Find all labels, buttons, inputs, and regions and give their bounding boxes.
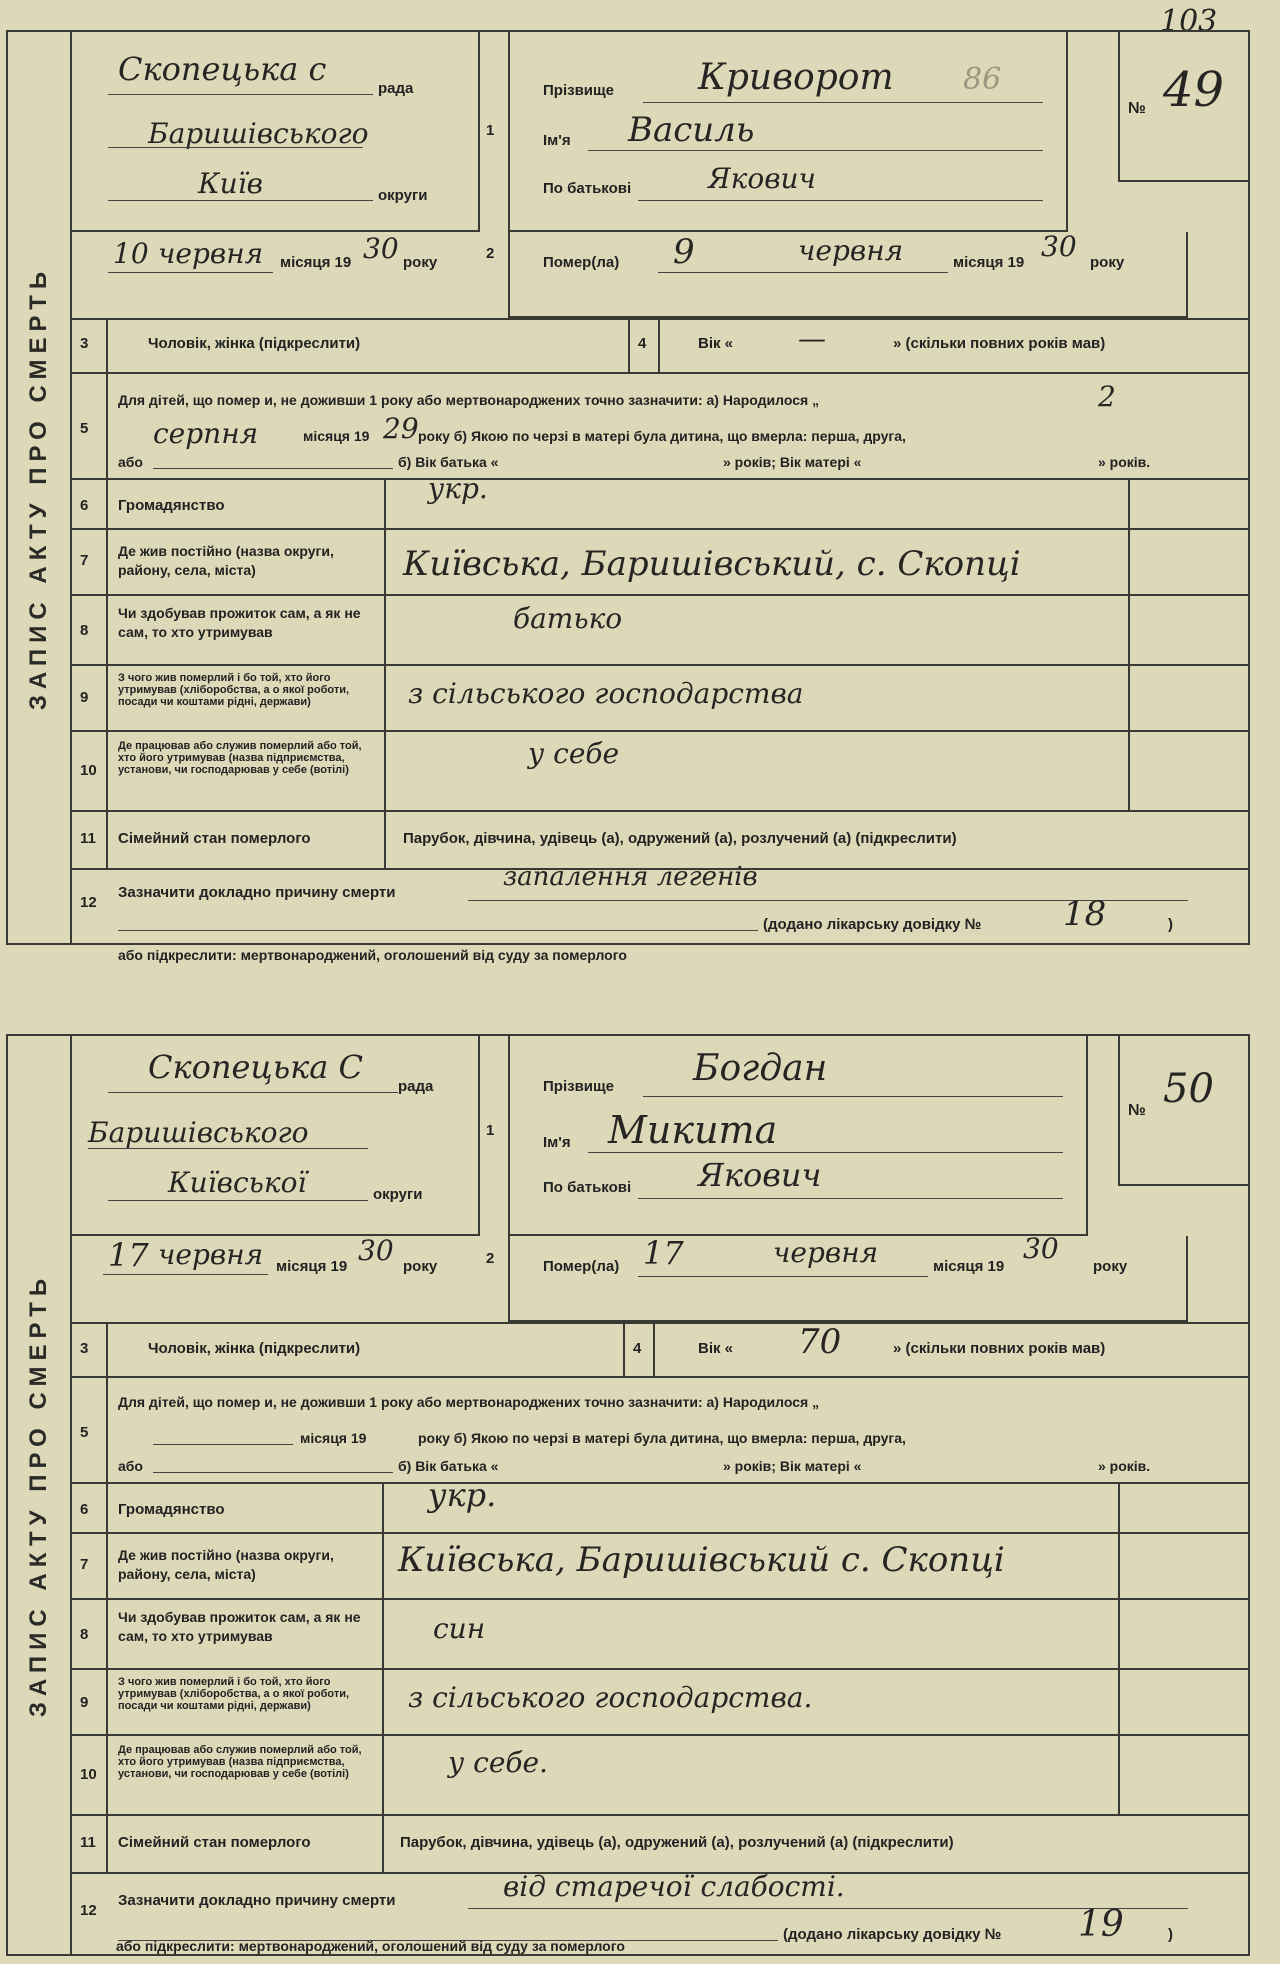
row-number-2: 2 [486, 245, 495, 262]
cause-label: Зазначити докладно причину смерти [118, 1892, 396, 1909]
stillborn-label-2: або підкреслити: мертвонароджений, оголошений від суду за померлого [116, 1938, 625, 1954]
row-number-1: 1 [486, 1122, 495, 1139]
patronymic-label: По батькові [543, 180, 632, 197]
age-value: 70 [798, 1322, 842, 1362]
row-number-1: 1 [486, 122, 495, 139]
raion-value: Баришівського [88, 1116, 309, 1149]
certificate-label: (додано лікарську довідку № [783, 1926, 1002, 1943]
page-number: 103 [1160, 4, 1218, 39]
name-value: Микита [608, 1108, 778, 1152]
row-number-8: 8 [80, 622, 89, 639]
surname-note: 86 [963, 62, 1002, 97]
row-number-6: 6 [80, 497, 89, 514]
death-record-2 [6, 1034, 1250, 1956]
number-label: № [1128, 100, 1146, 117]
row-number-11: 11 [80, 1834, 96, 1851]
support-label: Чи здобував прожиток сам, а як не сам, то хто утримував [118, 605, 361, 640]
okruha-label: округи [373, 1186, 423, 1203]
number-label: № [1128, 1102, 1146, 1119]
reg-year-label: року [403, 1258, 438, 1275]
children-line-3b: б) Вік батька « [398, 454, 499, 470]
workplace-value: у себе [528, 737, 620, 770]
born-month: серпня [153, 417, 259, 450]
children-line-2a: місяця 19 [300, 1430, 367, 1446]
support-value: син [433, 1612, 486, 1645]
certificate-value: 19 [1078, 1904, 1124, 1945]
row-number-9: 9 [80, 1694, 89, 1711]
children-line-3b: б) Вік батька « [398, 1458, 499, 1474]
support-value: батько [513, 602, 623, 635]
death-day: 9 [673, 232, 695, 272]
patronymic-label: По батькові [543, 1179, 632, 1196]
cause-value: від старечої слабості. [503, 1870, 845, 1903]
sex-label: Чоловік, жінка (підкреслити) [148, 335, 361, 352]
workplace-value: у себе. [448, 1746, 548, 1779]
children-line-3a: або [118, 1458, 143, 1474]
death-month: червня [773, 1236, 879, 1269]
death-label: Помер(ла) [543, 1258, 620, 1275]
okruha-value: Київської [168, 1166, 307, 1199]
rada-value: Скопецька С [148, 1048, 363, 1086]
okruha-label: округи [378, 187, 428, 204]
reg-month: червня [158, 237, 264, 270]
reg-year: 30 [363, 232, 399, 265]
sex-label: Чоловік, жінка (підкреслити) [148, 1340, 361, 1357]
marital-options: Парубок, дівчина, удівець (а), одружений (а), розлучений (а) (підкреслити) [400, 1834, 954, 1851]
income-value: з сільського господарства [408, 677, 804, 710]
support-label: Чи здобував прожиток сам, а як не сам, то хто утримував [118, 1609, 361, 1644]
patronymic-value: Якович [698, 1156, 822, 1194]
death-year-label: року [1090, 254, 1125, 271]
citizenship-value: укр. [428, 1476, 497, 1514]
row-number-5: 5 [80, 420, 89, 437]
children-line-3d: » років. [1098, 454, 1151, 470]
reg-year-label: року [403, 254, 438, 271]
children-line-2b: року б) Якою по черзі в матері була дитина, що вмерла: перша, друга, [418, 1430, 906, 1446]
reg-day: 17 [108, 1236, 149, 1274]
age-label: Вік « [698, 335, 734, 352]
okruha-value: Київ [198, 167, 263, 200]
death-month-label: місяця 19 [933, 1258, 1005, 1275]
name-value: Василь [628, 110, 755, 150]
residence-value: Київська, Баришівський с. Скопці [398, 1540, 1005, 1580]
marital-options: Парубок, дівчина, удівець (а), одружений (а), розлучений (а) (підкреслити) [403, 830, 957, 847]
row-number-5: 5 [80, 1424, 89, 1441]
surname-label: Прізвище [543, 1078, 615, 1095]
reg-month: червня [158, 1238, 264, 1271]
reg-month-label: місяця 19 [280, 254, 352, 271]
row-number-7: 7 [80, 1556, 89, 1573]
death-year: 30 [1041, 230, 1077, 263]
surname-label: Прізвище [543, 82, 615, 99]
cause-value: запалення легенів [503, 862, 758, 892]
row-number-12: 12 [80, 894, 97, 911]
children-line-1: Для дітей, що помер и, не доживши 1 року або мертвонароджених точно зазначити: а) Народилося „ [118, 1394, 820, 1410]
cause-label: Зазначити докладно причину смерти [118, 884, 396, 901]
death-day: 17 [643, 1234, 684, 1272]
children-line-3d: » років. [1098, 1458, 1151, 1474]
reg-year: 30 [358, 1234, 394, 1267]
children-line-3a: або [118, 454, 143, 470]
row-number-2: 2 [486, 1250, 495, 1267]
row-number-3: 3 [80, 335, 89, 352]
income-label: З чого жив померлий і бо той, хто його утримував (хліборобства, а о якої роботи, посади чи коштами рідні, держави) [118, 1676, 350, 1712]
row-number-9: 9 [80, 689, 89, 706]
surname-value: Богдан [693, 1048, 828, 1089]
residence-label: Де жив постійно (назва округи, району, села, міста) [118, 543, 334, 578]
death-year: 30 [1023, 1232, 1059, 1265]
row-number-12: 12 [80, 1902, 97, 1919]
row-number-10: 10 [80, 1766, 97, 1783]
age-tail: » (скільки повних років мав) [893, 1340, 1106, 1357]
name-label: Ім'я [543, 1134, 571, 1151]
children-line-3c: » років; Вік матері « [723, 454, 862, 470]
certificate-value: 18 [1063, 894, 1107, 934]
reg-month-label: місяця 19 [276, 1258, 348, 1275]
residence-value: Київська, Баришівський, с. Скопці [403, 544, 1021, 584]
side-title: ЗАПИС АКТУ ПРО СМЕРТЬ [8, 32, 72, 943]
children-line-1: Для дітей, що помер и, не доживши 1 року або мертвонароджених точно зазначити: а) Народилося „ [118, 392, 820, 408]
row-number-4: 4 [638, 335, 647, 352]
death-label: Помер(ла) [543, 254, 620, 271]
children-line-3c: » років; Вік матері « [723, 1458, 862, 1474]
row-number-6: 6 [80, 1501, 89, 1518]
row-number-4: 4 [633, 1340, 642, 1357]
age-value: — [798, 322, 826, 355]
certificate-end: ) [1168, 1926, 1173, 1943]
age-tail: » (скільки повних років мав) [893, 335, 1106, 352]
row-number-3: 3 [80, 1340, 89, 1357]
children-line-2a: місяця 19 [303, 428, 370, 444]
name-label: Ім'я [543, 132, 571, 149]
raion-value: Баришівського [148, 117, 369, 150]
rada-label: рада [378, 80, 414, 97]
record-number: 49 [1163, 62, 1225, 118]
death-month-label: місяця 19 [953, 254, 1025, 271]
side-title: ЗАПИС АКТУ ПРО СМЕРТЬ [8, 1036, 72, 1954]
marital-label: Сімейний стан померлого [118, 830, 311, 847]
surname-value: Криворот [698, 57, 894, 98]
income-label: З чого жив померлий і бо той, хто його утримував (хліборобства, а о якої роботи, посади чи коштами рідні, держави) [118, 672, 350, 708]
row-number-11: 11 [80, 830, 96, 847]
citizenship-label: Громадянство [118, 1501, 225, 1518]
age-label: Вік « [698, 1340, 734, 1357]
certificate-label: (додано лікарську довідку № [763, 916, 982, 933]
row-number-7: 7 [80, 552, 89, 569]
patronymic-value: Якович [708, 162, 816, 195]
record-number: 50 [1163, 1066, 1214, 1112]
row-number-8: 8 [80, 1626, 89, 1643]
residence-label: Де жив постійно (назва округи, району, села, міста) [118, 1547, 334, 1582]
income-value: з сільського господарства. [408, 1681, 813, 1714]
children-line-2b: року б) Якою по черзі в матері була дитина, що вмерла: перша, друга, [418, 428, 906, 444]
stillborn-label: або підкреслити: мертвонароджений, оголошений від суду за померлого [118, 947, 627, 963]
workplace-label: Де працював або служив померлий або той, хто його утримував (назва підприємства, установи, чи господарював у себе (вотілі) [118, 740, 362, 776]
workplace-label: Де працював або служив померлий або той, хто його утримував (назва підприємства, установи, чи господарював у себе (вотілі) [118, 1744, 362, 1780]
death-year-label: року [1093, 1258, 1128, 1275]
death-month: червня [798, 234, 904, 267]
citizenship-label: Громадянство [118, 497, 225, 514]
rada-label: рада [398, 1078, 434, 1095]
row-number-10: 10 [80, 762, 97, 779]
marital-label: Сімейний стан померлого [118, 1834, 311, 1851]
certificate-end: ) [1168, 916, 1173, 933]
death-record-1 [6, 30, 1250, 963]
citizenship-value: укр. [428, 472, 488, 505]
rada-value: Скопецька с [118, 50, 327, 88]
born-year: 29 [383, 412, 419, 445]
reg-day: 10 [113, 237, 149, 270]
born-day: 2 [1098, 380, 1116, 413]
